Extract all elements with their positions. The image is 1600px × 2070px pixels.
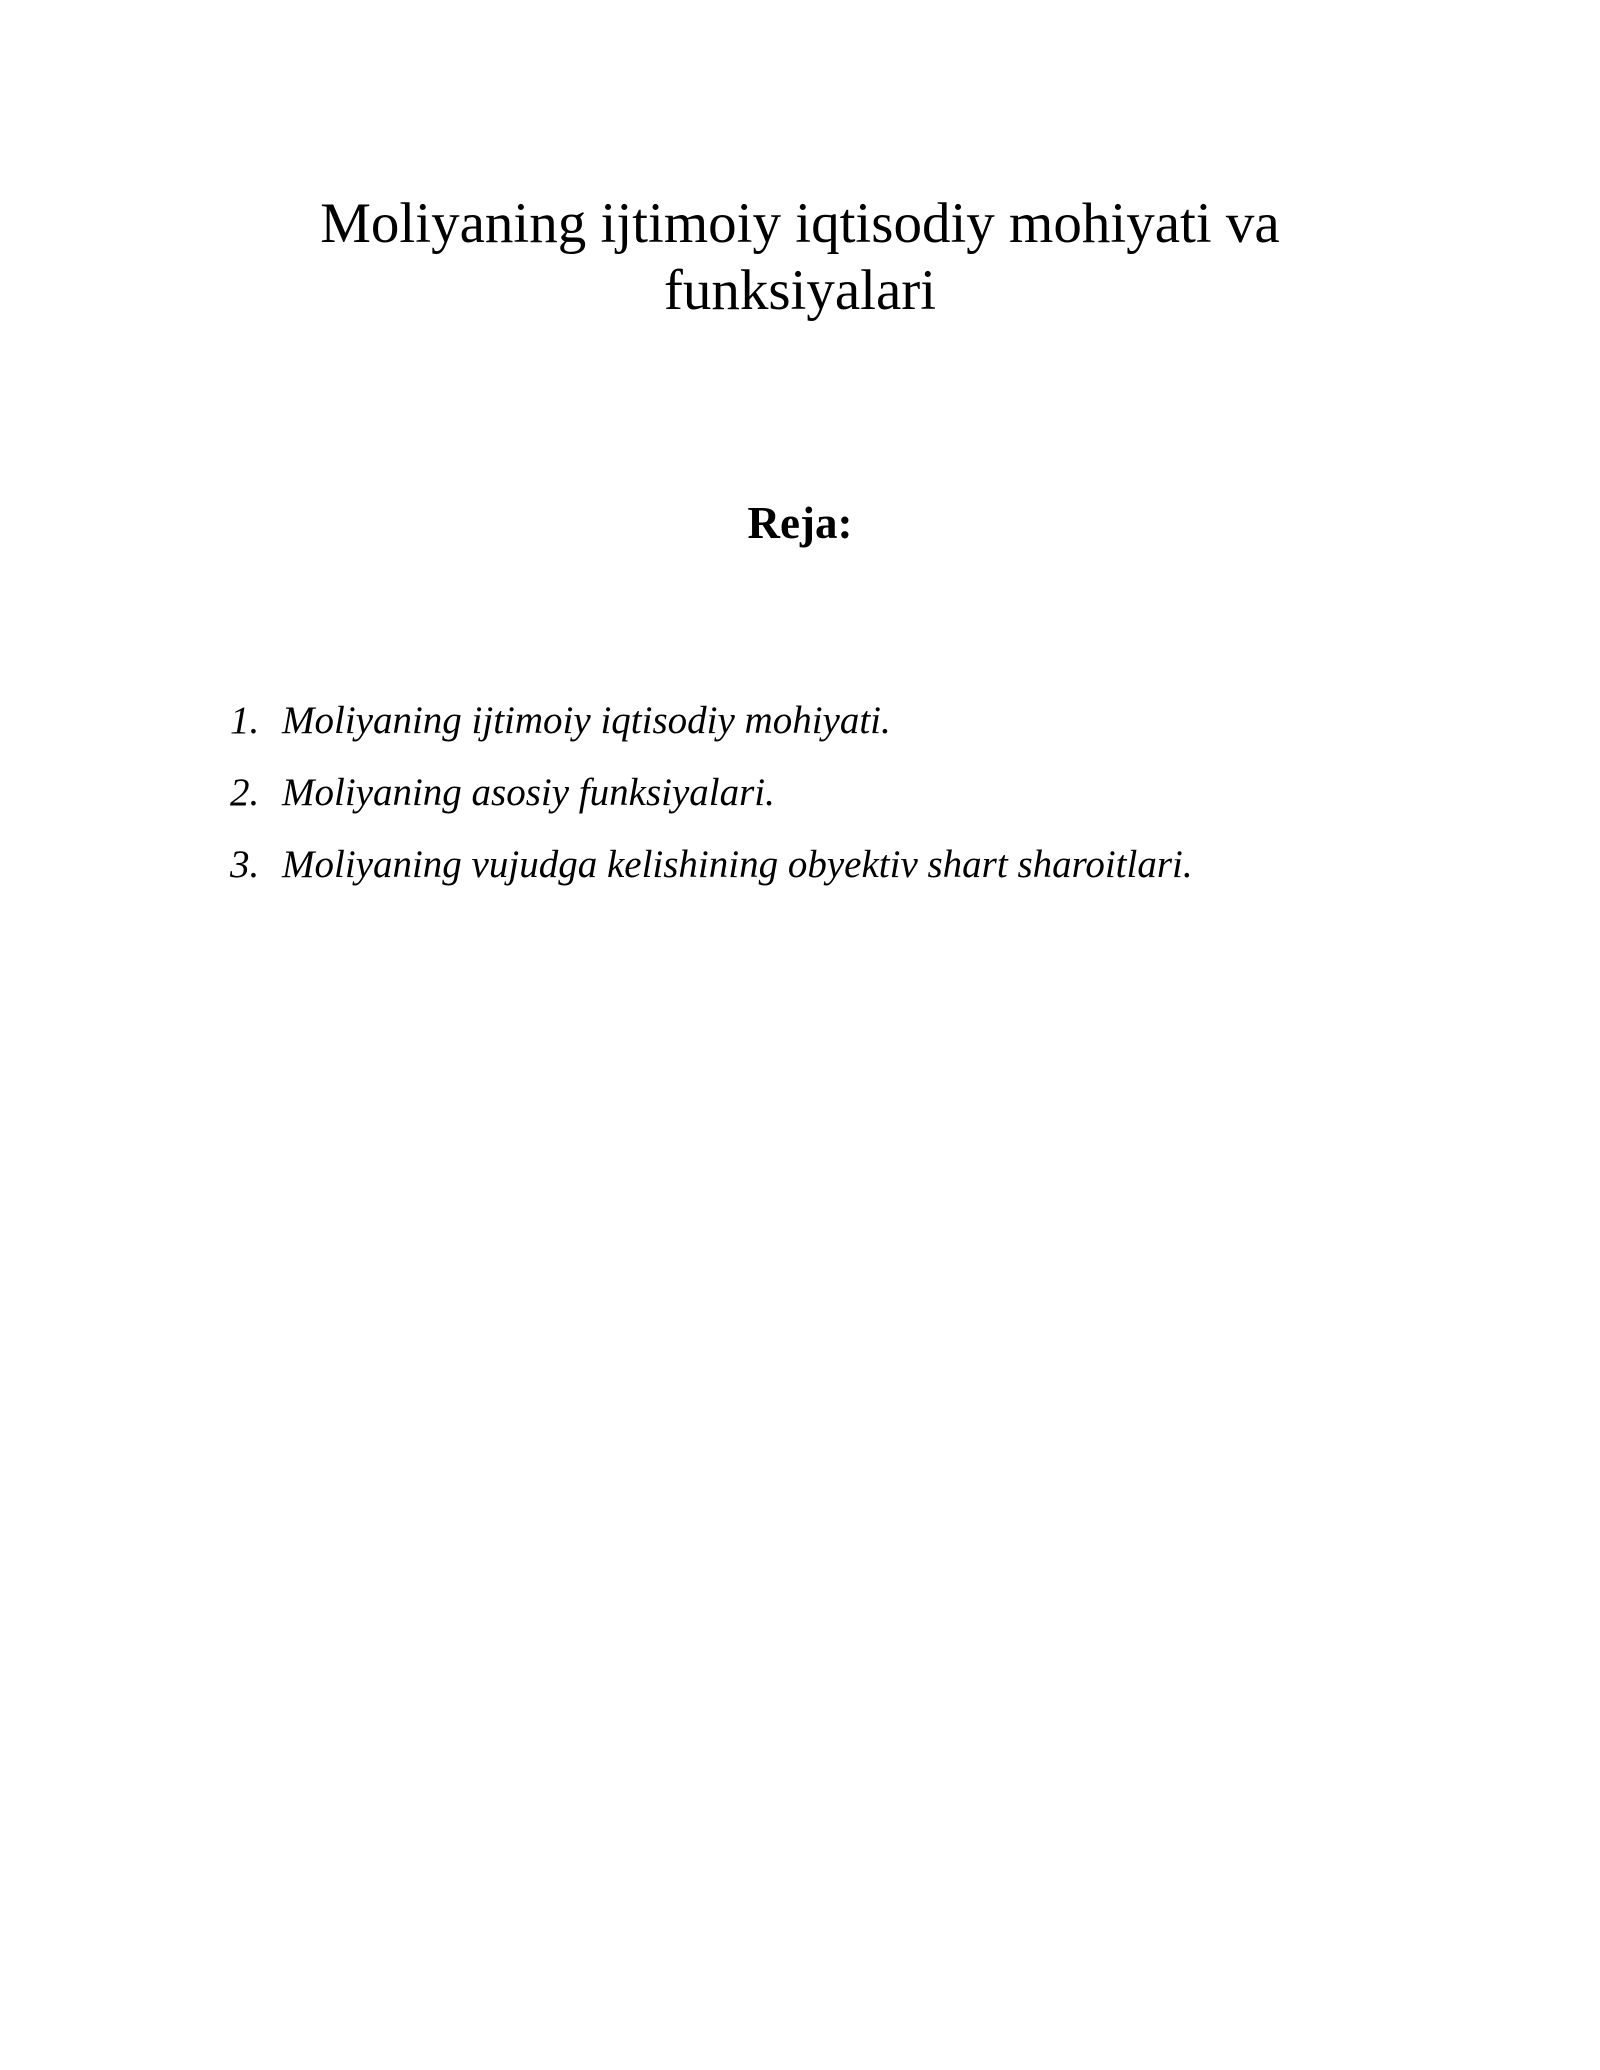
document-title-line-2: funksiyalari xyxy=(663,259,937,322)
plan-item-text: Moliyaning vujudga kelishining obyektiv shart sharoitlari. xyxy=(282,843,1193,886)
plan-item-text: Moliyaning ijtimoiy iqtisodiy mohiyati. xyxy=(282,699,891,742)
document-title xyxy=(230,190,1370,324)
document-title-line-1: Moliyaning ijtimoiy iqtisodiy mohiyati va xyxy=(320,192,1280,255)
plan-list xyxy=(230,685,1370,901)
plan-item xyxy=(230,685,1370,757)
plan-item xyxy=(230,757,1370,829)
plan-item-text: Moliyaning asosiy funksiyalari. xyxy=(282,771,775,814)
plan-item xyxy=(230,829,1370,901)
plan-item-number: 1. xyxy=(230,699,260,742)
plan-heading: Reja: xyxy=(747,498,853,548)
plan-item-number: 2. xyxy=(230,771,260,814)
plan-item-number: 3. xyxy=(230,843,260,886)
